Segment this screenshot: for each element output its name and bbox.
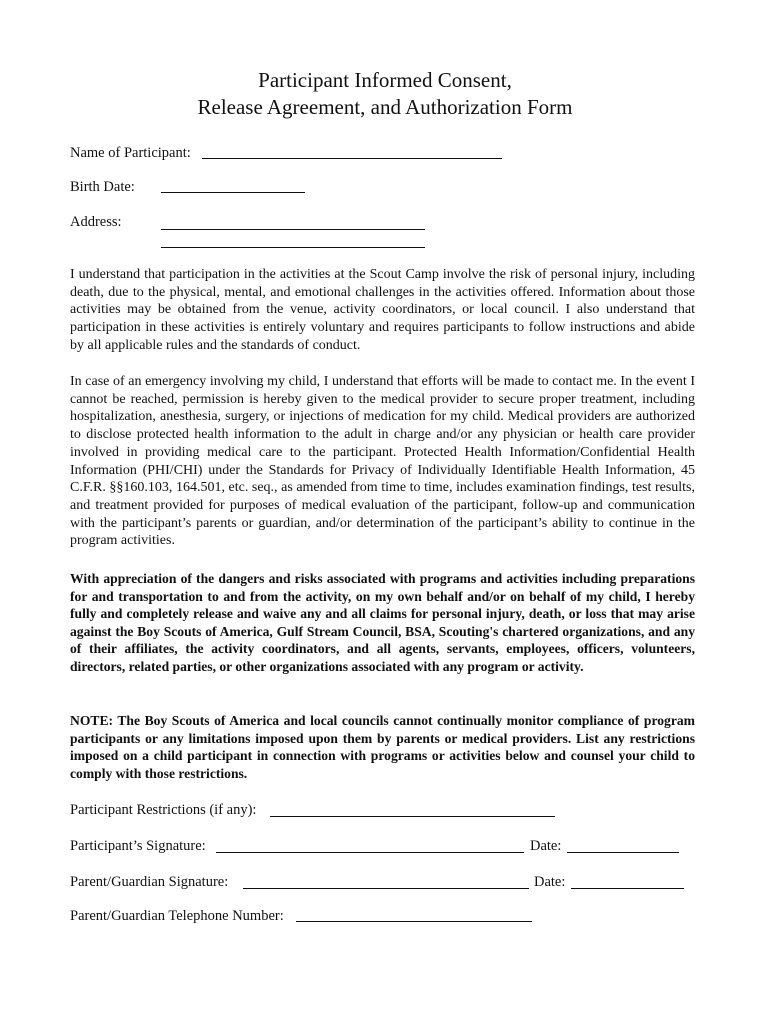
release-waiver-paragraph: With appreciation of the dangers and risks associated with programs and activities including preparations for and transportation to and from the activity, on my own behalf and/or on behalf of my child, I hereby fully and completely release and waive any and all claims for personal injury, death, or loss that may arise against the Boy Scouts of America, Gulf Stream Council, BSA, Scouting's chartered organizations, and any of their affiliates, the activity coordinators, and all agents, servants, employees, officers, volunteers, directors, related parties, or other organizations associated with any program or activity.: [70, 571, 695, 674]
participant-date-label: Date:: [530, 838, 562, 854]
address-label: Address:: [70, 214, 122, 230]
guardian-signature-field[interactable]: [243, 888, 529, 889]
birth-date-label: Birth Date:: [70, 179, 135, 195]
birth-date-field[interactable]: [161, 192, 305, 193]
guardian-phone-label: Parent/Guardian Telephone Number:: [70, 908, 284, 924]
participant-restrictions-label: Participant Restrictions (if any):: [70, 802, 257, 818]
address-field-line-2[interactable]: [161, 247, 425, 248]
participant-restrictions-field[interactable]: [270, 816, 555, 817]
guardian-signature-label: Parent/Guardian Signature:: [70, 874, 229, 890]
restrictions-note-paragraph: NOTE: The Boy Scouts of America and local councils cannot continually monitor compliance of program participants or any limitations imposed upon them by parents or medical providers. List any restrictions imposed on a child participant in connection with programs or activities below and counsel your child to comply with those restrictions.: [70, 713, 695, 781]
participant-signature-field[interactable]: [216, 852, 524, 853]
participant-signature-label: Participant’s Signature:: [70, 838, 206, 854]
address-field-line-1[interactable]: [161, 229, 425, 230]
name-of-participant-label: Name of Participant:: [70, 145, 191, 161]
participant-date-field[interactable]: [567, 852, 679, 853]
guardian-date-field[interactable]: [571, 888, 684, 889]
name-of-participant-field[interactable]: [202, 158, 502, 159]
guardian-phone-field[interactable]: [296, 921, 532, 922]
emergency-authorization-paragraph: In case of an emergency involving my child, I understand that efforts will be made to contact me. In the event I cannot be reached, permission is hereby given to the medical provider to secure proper treatment, including hospitalization, anesthesia, surgery, or injections of medication for my child. Medical providers are authorized to disclose protected health information to the adult in charge and/or any physician or health care provider involved in providing medical care to the participant. Protected Health Information/Confidential Health Information (PHI/CHI) under the Standards for Privacy of Individually Identifiable Health Information, 45 C.F.R. §§160.103, 164.501, etc. seq., as amended from time to time, includes examination findings, test results, and treatment provided for purposes of medical evaluation of the participant, follow-up and communication with the participant’s parents or guardian, and/or determination of the participant’s ability to continue in the program activities.: [70, 374, 695, 549]
form-title-line-2: Release Agreement, and Authorization Form: [197, 95, 573, 119]
guardian-date-label: Date:: [534, 874, 566, 890]
risk-acknowledgement-paragraph: I understand that participation in the activities at the Scout Camp involve the risk of personal injury, including death, due to the physical, mental, and emotional challenges in the activities offered. Information about those activities may be obtained from the venue, activity coordinators, or local council. I also understand that participation in these activities is entirely voluntary and requires participants to follow instructions and abide by all applicable rules and the standards of conduct.: [70, 267, 695, 353]
form-title-line-1: Participant Informed Consent,: [258, 68, 512, 92]
